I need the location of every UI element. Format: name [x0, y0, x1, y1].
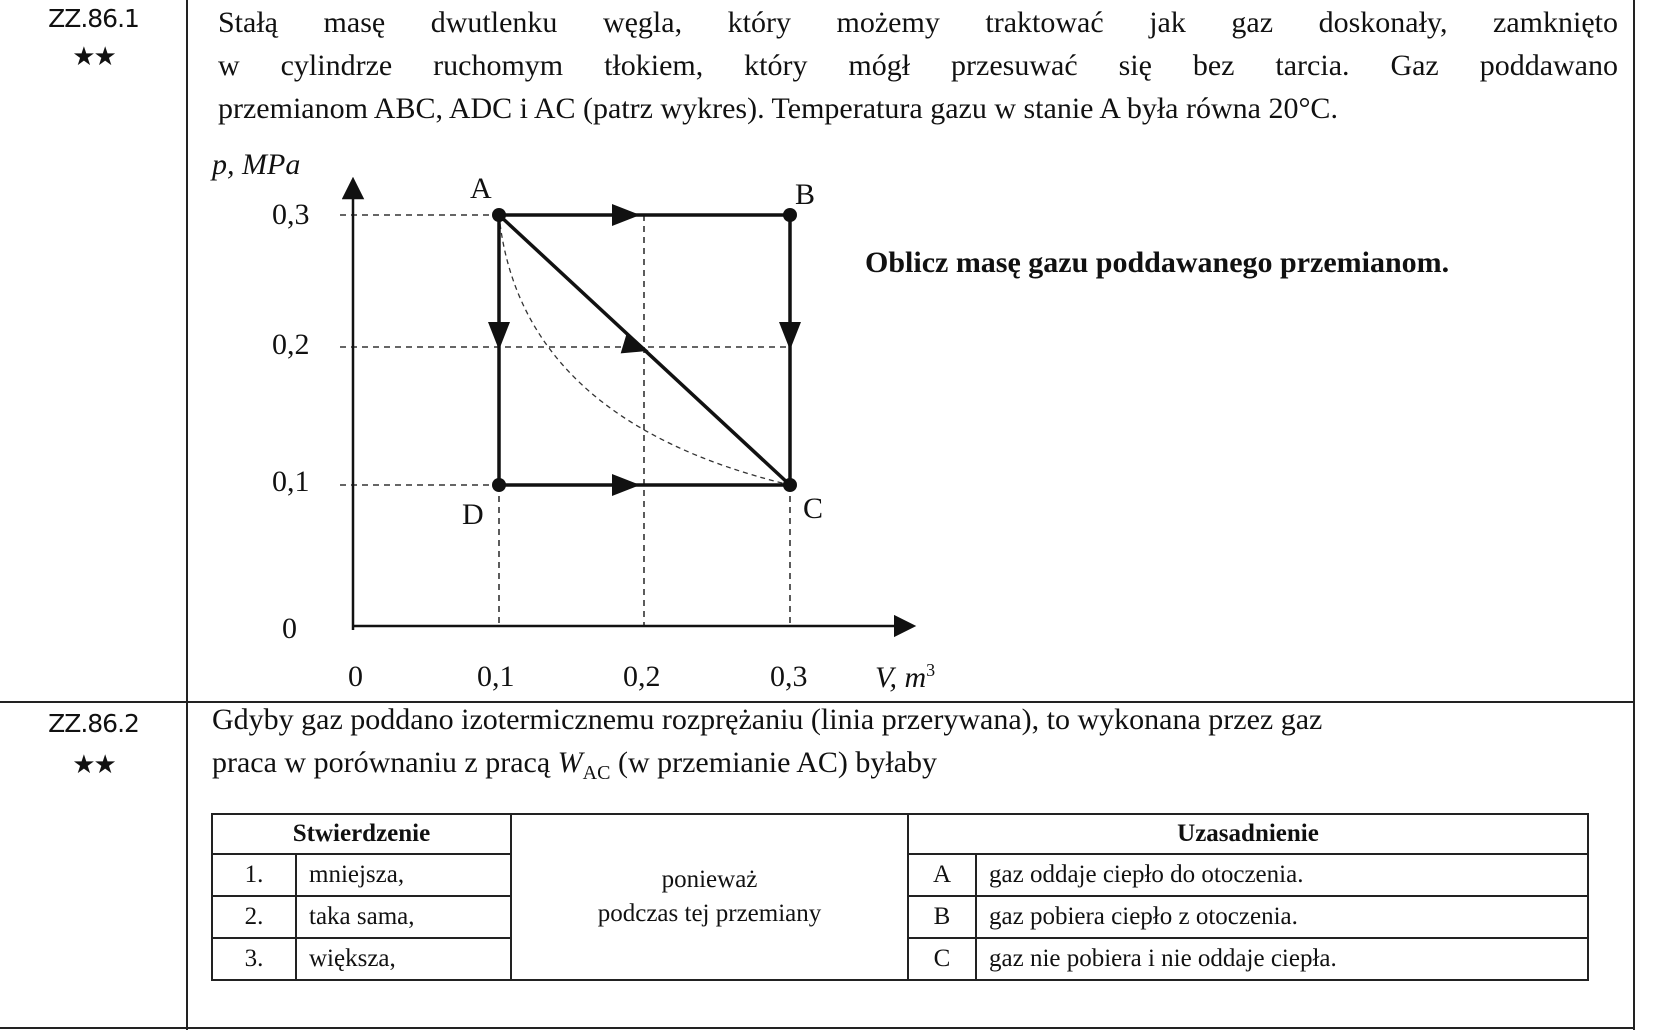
header-justification: Uzasadnienie [908, 814, 1588, 854]
y-axis-label [212, 148, 300, 182]
task-text [212, 698, 1612, 795]
arrow-AC [619, 331, 649, 353]
work-subscript: AC [582, 762, 611, 784]
statement-number[interactable]: 2. [212, 896, 296, 938]
arrow-AB [612, 204, 640, 226]
x-label-sup: 3 [926, 660, 936, 680]
text-line: w cylindrze ruchomym tłokiem, który mógł przesuwać się bez tarcia. Gaz poddawano [218, 49, 1618, 82]
right-border [1633, 0, 1635, 1030]
reason-text[interactable]: gaz nie pobiera i nie oddaje ciepła. [976, 938, 1588, 980]
connector-cell [511, 814, 908, 980]
arrow-AD [488, 322, 510, 350]
difficulty-stars: ★★ [72, 750, 115, 780]
x-tick-label: 0,2 [623, 660, 661, 693]
point-label-C: C [803, 492, 824, 525]
y-tick-label: 0 [282, 612, 297, 645]
reason-letter[interactable]: C [908, 938, 976, 980]
x-label-text: V, m [875, 661, 927, 694]
point-A [492, 208, 506, 222]
statement-text[interactable]: taka sama, [296, 896, 511, 938]
difficulty-stars: ★★ [72, 42, 115, 72]
task-code: ZZ.86.1 [48, 4, 139, 33]
connector-text: podczas tej przemiany [597, 900, 822, 927]
point-D [492, 478, 506, 492]
task-code: ZZ.86.2 [48, 709, 139, 738]
x-tick-label: 0,3 [770, 660, 808, 693]
y-tick-label: 0,3 [272, 198, 310, 231]
connector-text: ponieważ [661, 866, 758, 893]
reason-text[interactable]: gaz oddaje ciepło do otoczenia. [976, 854, 1588, 896]
point-C [783, 478, 797, 492]
answer-table [211, 813, 1589, 981]
arrow-BC [779, 322, 801, 350]
work-symbol: W [557, 746, 583, 779]
statement-number[interactable]: 3. [212, 938, 296, 980]
statement-text[interactable]: mniejsza, [296, 854, 511, 896]
text-segment: praca w porównaniu z pracą [212, 746, 558, 779]
statement-number[interactable]: 1. [212, 854, 296, 896]
point-label-B: B [795, 178, 816, 211]
text-line: Gdyby gaz poddano izotermicznemu rozprężaniu (linia przerywana), to wykonana przez gaz [212, 703, 1323, 736]
x-tick-label: 0,1 [477, 660, 515, 693]
bottom-border [0, 1027, 1635, 1029]
text-segment: (w przemianie AC) byłaby [610, 746, 938, 779]
instruction: Oblicz masę gazu poddawanego przemianom. [865, 246, 1450, 279]
y-label-text: p, MPa [212, 148, 301, 181]
y-tick-label: 0,1 [272, 465, 310, 498]
x-axis-label [875, 660, 935, 695]
text-line [212, 741, 1612, 795]
point-label-D: D [462, 498, 484, 531]
reason-text[interactable]: gaz pobiera ciepło z otoczenia. [976, 896, 1588, 938]
x-tick-label: 0 [348, 660, 363, 693]
text-line: Stałą masę dwutlenku węgla, który możemy traktować jak gaz doskonały, zamknięto [218, 6, 1618, 39]
header-statement: Stwierdzenie [212, 814, 511, 854]
pv-diagram [0, 0, 1000, 700]
reason-letter[interactable]: A [908, 854, 976, 896]
statement-text[interactable]: większa, [296, 938, 511, 980]
y-tick-label: 0,2 [272, 328, 310, 361]
reason-letter[interactable]: B [908, 896, 976, 938]
arrow-DC [612, 474, 640, 496]
text-line: przemianom ABC, ADC i AC (patrz wykres). Temperatura gazu w stanie A była równa 20°C. [218, 92, 1338, 125]
point-label-A: A [470, 172, 492, 205]
